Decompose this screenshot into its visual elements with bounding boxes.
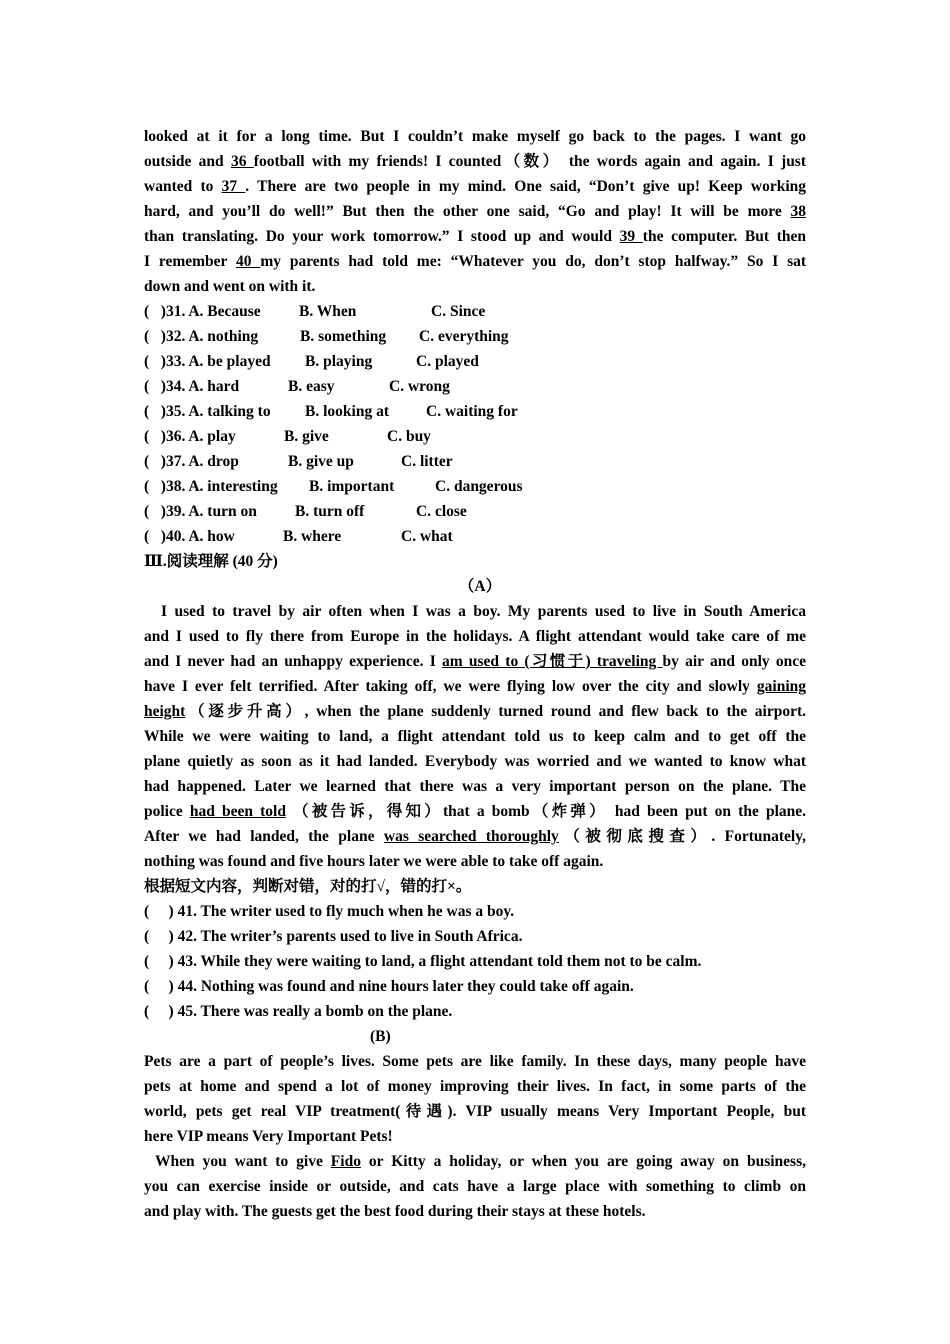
text-line: [144, 1174, 806, 1199]
underlined-run: was searched thoroughly: [383, 828, 559, 845]
text-line: [144, 724, 806, 749]
passage-a-question-list: [144, 899, 806, 1024]
option-b: B. When: [299, 303, 357, 320]
underlined-run: 38: [790, 203, 806, 220]
text-run: plane quietly as soon as it had landed. Everybody was worried and we wanted to know what: [144, 753, 806, 770]
text-line: [144, 799, 806, 824]
option-b: B. where: [283, 528, 342, 545]
option-c: C. litter: [401, 453, 453, 470]
text-run: here VIP means Very Important Pets!: [144, 1128, 393, 1145]
section-title: Ⅲ.阅读理解 (40 分): [144, 553, 278, 570]
text-line: [144, 1199, 806, 1224]
underlined-run: 37: [221, 178, 246, 195]
option-b: B. give: [284, 428, 329, 445]
cloze-question: [144, 524, 806, 549]
underlined-run: Fido: [330, 1153, 361, 1170]
text-run: down and went on with it.: [144, 278, 316, 295]
text-run: wanted to: [144, 178, 222, 195]
text-line: [144, 199, 806, 224]
question-number: ( )31.: [144, 303, 186, 320]
text-line: [144, 699, 806, 724]
text-run: Pets are a part of people’s lives. Some pets are like family. In these days, many people have: [144, 1053, 806, 1070]
option-b: B. important: [309, 478, 395, 495]
text-line: [144, 849, 806, 874]
text-run: （被彻底搜查）. Fortunately,: [558, 828, 806, 845]
cloze-question-list: [144, 299, 806, 549]
text-line: [144, 124, 806, 149]
option-b: B. playing: [305, 353, 373, 370]
question-number: ( )36.: [144, 428, 186, 445]
text-run: and I never had an unhappy experience. I: [144, 653, 443, 670]
option-b: B. easy: [288, 378, 335, 395]
option-c: C. dangerous: [435, 478, 523, 495]
cloze-question: [144, 299, 806, 324]
question-number: ( )35.: [144, 403, 186, 420]
passage-b-heading: (B): [370, 1028, 391, 1045]
text-run: When you want to give: [155, 1153, 331, 1170]
option-a: A. play: [185, 428, 236, 445]
text-run: . There are two people in my mind. One said, “Don’t give up! Keep working: [245, 178, 806, 195]
option-a: A. interesting: [185, 478, 278, 495]
question-number: ( )33.: [144, 353, 186, 370]
option-c: C. buy: [387, 428, 431, 445]
text-run: （被告诉，得知）that a bomb（炸弹） had been put on the plane.: [285, 803, 807, 820]
text-line: [144, 1149, 806, 1174]
cloze-question: [144, 474, 806, 499]
text-run: or Kitty a holiday, or when you are going away on business,: [360, 1153, 806, 1170]
option-a: A. turn on: [185, 503, 257, 520]
underlined-run: am used to (习惯于) traveling: [442, 653, 663, 670]
cloze-question: [144, 324, 806, 349]
text-run: the computer. But then: [642, 228, 806, 245]
text-line: [144, 1099, 806, 1124]
true-false-question: ( ) 43. While they were waiting to land, a flight attendant told them not to be calm.: [144, 953, 702, 970]
text-line: [144, 599, 806, 624]
text-line: [144, 224, 806, 249]
cloze-question: [144, 424, 806, 449]
text-line: [144, 174, 806, 199]
option-c: C. close: [416, 503, 467, 520]
underlined-run: 36: [230, 153, 254, 170]
text-line: [144, 749, 806, 774]
text-line: [144, 824, 806, 849]
cloze-question: [144, 349, 806, 374]
text-run: by air and only once: [662, 653, 806, 670]
text-run: I remember: [144, 253, 236, 270]
option-c: C. played: [416, 353, 479, 370]
true-false-question: ( ) 42. The writer’s parents used to live in South Africa.: [144, 928, 523, 945]
text-run: and play with. The guests get the best food during their stays at these hotels.: [144, 1203, 646, 1220]
question-number: ( )39.: [144, 503, 186, 520]
option-a: A. nothing: [185, 328, 259, 345]
text-line: [144, 624, 806, 649]
text-run: football with my friends! I counted（数） the words again and again. I just: [253, 153, 807, 170]
text-run: looked at it for a long time. But I couldn’t make myself go back to the pages. I want go: [144, 128, 806, 145]
option-a: A. be played: [185, 353, 271, 370]
option-b: B. something: [300, 328, 387, 345]
passage-a-instruction: 根据短文内容，判断对错，对的打√，错的打×。: [144, 878, 472, 895]
text-run: After we had landed, the plane: [144, 828, 384, 845]
text-run: police: [144, 803, 190, 820]
option-a: A. how: [185, 528, 235, 545]
text-line: [144, 1124, 806, 1149]
text-run: pets at home and spend a lot of money improving their lives. In fact, in some parts of the: [144, 1078, 806, 1095]
passage-b-text: [144, 1049, 806, 1224]
option-c: C. wrong: [389, 378, 450, 395]
true-false-question: ( ) 41. The writer used to fly much when he was a boy.: [144, 903, 515, 920]
text-run: outside and: [144, 153, 231, 170]
text-run: had happened. Later we learned that there was a very important person on the plane. The: [144, 778, 806, 795]
passage-a-text: [144, 599, 806, 874]
text-line: [144, 1049, 806, 1074]
text-run: have I ever felt terrified. After taking off, we were flying low over the city and slowly: [144, 678, 757, 695]
option-c: C. Since: [431, 303, 486, 320]
option-b: B. give up: [288, 453, 354, 470]
text-line: [144, 149, 806, 174]
true-false-question: ( ) 45. There was really a bomb on the plane.: [144, 1003, 453, 1020]
question-number: ( )34.: [144, 378, 186, 395]
text-run: than translating. Do your work tomorrow.” I stood up and would: [144, 228, 620, 245]
text-run: While we were waiting to land, a flight attendant told us to keep calm and to get off the: [144, 728, 806, 745]
text-run: hard, and you’ll do well!” But then the other one said, “Go and play! It will be more: [144, 203, 791, 220]
text-run: I used to travel by air often when I was a boy. My parents used to live in South America: [161, 603, 806, 620]
option-b: B. looking at: [305, 403, 389, 420]
text-line: [144, 674, 806, 699]
text-run: my parents had told me: “Whatever you do, don’t stop halfway.” So I sat: [260, 253, 807, 270]
option-a: A. Because: [185, 303, 261, 320]
underlined-run: had been told: [189, 803, 286, 820]
question-number: ( )37.: [144, 453, 186, 470]
cloze-question: [144, 374, 806, 399]
underlined-run: gaining: [756, 678, 806, 695]
underlined-run: height: [144, 703, 186, 720]
text-run: （逐步升高）, when the plane suddenly turned round and flew back to the airport.: [185, 703, 806, 720]
question-number: ( )32.: [144, 328, 186, 345]
option-c: C. everything: [419, 328, 509, 345]
text-run: nothing was found and five hours later we were able to take off again.: [144, 853, 604, 870]
underlined-run: 40: [235, 253, 261, 270]
passage-a-heading: （A）: [458, 578, 502, 595]
option-c: C. waiting for: [426, 403, 518, 420]
option-a: A. talking to: [185, 403, 271, 420]
option-a: A. drop: [185, 453, 239, 470]
text-line: [144, 649, 806, 674]
text-line: [144, 774, 806, 799]
true-false-question: ( ) 44. Nothing was found and nine hours later they could take off again.: [144, 978, 634, 995]
text-run: you can exercise inside or outside, and cats have a large place with something to climb on: [144, 1178, 806, 1195]
cloze-question: [144, 499, 806, 524]
text-line: [144, 274, 806, 299]
text-run: and I used to fly there from Europe in the holidays. A flight attendant would take care of me: [144, 628, 806, 645]
text-line: [144, 249, 806, 274]
option-a: A. hard: [185, 378, 240, 395]
cloze-passage: [144, 124, 806, 299]
question-number: ( )40.: [144, 528, 186, 545]
underlined-run: 39: [619, 228, 643, 245]
option-b: B. turn off: [295, 503, 365, 520]
worksheet-content: [144, 124, 806, 1224]
text-run: world, pets get real VIP treatment(待遇). VIP usually means Very Important People, but: [144, 1103, 806, 1120]
question-number: ( )38.: [144, 478, 186, 495]
cloze-question: [144, 399, 806, 424]
cloze-question: [144, 449, 806, 474]
text-line: [144, 1074, 806, 1099]
option-c: C. what: [401, 528, 453, 545]
